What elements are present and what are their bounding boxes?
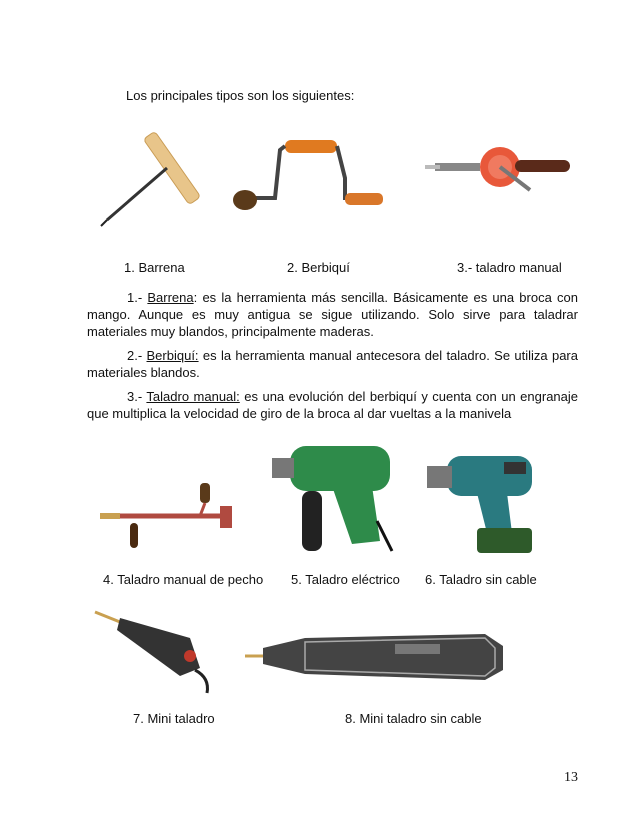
term-taladro-manual: Taladro manual: xyxy=(146,389,240,404)
caption-mini-taladro-sin-cable: 8. Mini taladro sin cable xyxy=(345,711,482,726)
paragraph-barrena: 1.- Barrena: es la herramienta más sencilla. Básicamente es una broca con mango. Aunque es muy antigua se sigue utilizando. Solo sirve para taladrar materiales muy blandos, principalmente maderas. xyxy=(87,290,578,339)
taladro-manual-image xyxy=(420,140,580,210)
term-berbiqui: Berbiquí: xyxy=(146,348,199,363)
paragraph-berbiqui: 2.- Berbiquí: es la herramienta manual antecesora del taladro. Se utiliza para materiales blandos. xyxy=(87,348,578,380)
caption-taladro-sin-cable: 6. Taladro sin cable xyxy=(425,572,537,587)
caption-taladro-pecho: 4. Taladro manual de pecho xyxy=(103,572,264,587)
page-number: 13 xyxy=(564,770,578,785)
caption-berbiqui: 2. Berbiquí xyxy=(287,260,350,275)
term-barrena: Barrena xyxy=(147,290,194,305)
taladro-pecho-image xyxy=(90,478,250,558)
caption-taladro-manual: 3.- taladro manual xyxy=(457,260,562,275)
mini-taladro-sin-cable-image xyxy=(245,628,510,683)
caption-taladro-electrico: 5. Taladro eléctrico xyxy=(291,572,400,587)
intro-text: Los principales tipos son los siguientes: xyxy=(126,88,355,103)
paragraph-taladro-manual: 3.- Taladro manual: es una evolución del berbiquí y cuenta con un engranaje que multiplica la velocidad de giro de la broca al dar vueltas a la manivela xyxy=(87,389,578,421)
barrena-image xyxy=(95,120,225,230)
mini-taladro-image xyxy=(95,608,220,688)
taladro-sin-cable-image xyxy=(412,448,547,558)
berbiqui-image xyxy=(225,138,395,228)
caption-barrena: 1. Barrena xyxy=(124,260,185,275)
taladro-electrico-image xyxy=(272,436,412,566)
caption-mini-taladro: 7. Mini taladro xyxy=(133,711,215,726)
